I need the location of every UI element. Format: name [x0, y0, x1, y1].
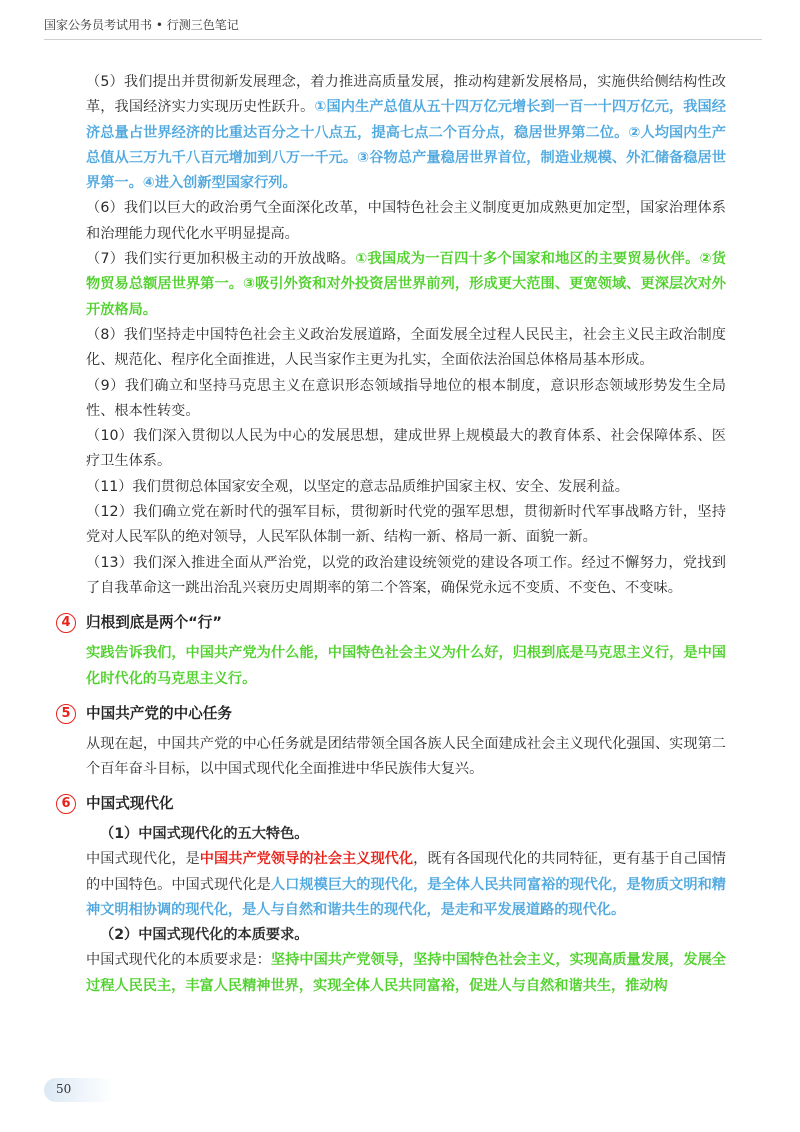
subheading: （1）中国式现代化的五大特色。 [100, 826, 309, 843]
list-item [86, 374, 726, 425]
section-number-badge: 6 [56, 794, 76, 814]
item-highlight: ①我国成为一百四十多个国家和地区的主要贸易伙伴。②货物贸易总额居世界第一。③吸引外资和对外投资居世界前列，形成更大范围、更宽领域、更深层次对外开放格局。 [86, 251, 726, 318]
running-header: 国家公务员考试用书 • 行测三色笔记 [44, 16, 762, 40]
item-text: （11）我们贯彻总体国家安全观，以坚定的意志品质维护国家主权、安全、发展利益。 [86, 478, 629, 495]
para-text: ，既有各国现代化的共同特征，更有基于自己国情的中国特色。中国式现代化是 [86, 851, 726, 893]
list-item [86, 475, 726, 500]
section-paragraph [86, 948, 726, 999]
item-highlight: ①国内生产总值从五十四万亿元增长到一百一十四万亿元，我国经济总量占世界经济的比重达百分之十八点五，提高七点二个百分点，稳居世界第二位。②人均国内生产总值从三万九千八百元增加到八万一千元。③谷物总产量稳居世界首位，制造业规模、外汇储备稳居世界第一。④进入创新型国家行列。 [86, 99, 726, 192]
page-number-tab [44, 1078, 114, 1102]
section-title: 中国式现代化 [86, 795, 174, 813]
section-number-badge: 5 [56, 704, 76, 724]
list-item [86, 551, 726, 602]
item-text: （7）我们实行更加积极主动的开放战略。 [86, 251, 356, 268]
para-blue-highlight: 人口规模巨大的现代化，是全体人民共同富裕的现代化，是物质文明和精神文明相协调的现代化，是人与自然和谐共生的现代化，是走和平发展道路的现代化。 [86, 876, 726, 919]
para-text: 中国式现代化的本质要求是： [86, 952, 271, 969]
para-text: 中国式现代化，是 [86, 851, 200, 868]
list-item [86, 70, 726, 196]
list-item [86, 323, 726, 374]
item-text: （13）我们深入推进全面从严治党，以党的政治建设统领党的建设各项工作。经过不懈努力，党找到了自我革命这一跳出治乱兴衰历史周期率的第二个答案，确保党永远不变质、不变色、不变味。 [86, 554, 726, 596]
item-text: （8）我们坚持走中国特色社会主义政治发展道路，全面发展全过程人民民主，社会主义民主政治制度化、规范化、程序化全面推进，人民当家作主更为扎实，全面依法治国总体格局基本形成。 [86, 326, 726, 369]
section-paragraph [86, 847, 726, 923]
section-paragraph: 实践告诉我们，中国共产党为什么能，中国特色社会主义为什么好，归根到底是马克思主义行，是中国化时代化的马克思主义行。 [86, 645, 726, 687]
section-paragraph: 从现在起，中国共产党的中心任务就是团结带领全国各族人民全面建成社会主义现代化强国、实现第二个百年奋斗目标，以中国式现代化全面推进中华民族伟大复兴。 [86, 735, 726, 778]
section-number-badge: 4 [56, 613, 76, 633]
section-heading-4 [61, 611, 726, 635]
item-text: （12）我们确立党在新时代的强军目标，贯彻新时代党的强军思想，贯彻新时代军事战略方针，坚持党对人民军队的绝对领导，人民军队体制一新、结构一新、格局一新、面貌一新。 [86, 504, 726, 546]
section-heading-5 [61, 702, 726, 726]
section-title: 归根到底是两个“行” [86, 614, 222, 632]
subheading: （2）中国式现代化的本质要求。 [100, 927, 309, 944]
section-title: 中国共产党的中心任务 [86, 704, 232, 722]
item-text: （10）我们深入贯彻以人民为中心的发展思想，建成世界上规模最大的教育体系、社会保障体系、医疗卫生体系。 [86, 428, 726, 470]
list-item [86, 424, 726, 475]
page-number: 50 [56, 1082, 72, 1096]
list-item [86, 500, 726, 551]
list-item [86, 196, 726, 247]
item-text: （6）我们以巨大的政治勇气全面深化改革，中国特色社会主义制度更加成熟更加定型，国家治理体系和治理能力现代化水平明显提高。 [86, 200, 726, 242]
para-green-highlight: 坚持中国共产党领导，坚持中国特色社会主义，实现高质量发展，发展全过程人民民主，丰富人民精神世界，实现全体人民共同富裕，促进人与自然和谐共生，推动构 [86, 952, 726, 994]
section-heading-6 [61, 792, 726, 816]
page-content [61, 70, 726, 999]
item-text: （9）我们确立和坚持马克思主义在意识形态领域指导地位的根本制度，意识形态领域形势发生全局性、根本性转变。 [86, 377, 726, 419]
item-text: （5）我们提出并贯彻新发展理念，着力推进高质量发展，推动构建新发展格局，实施供给侧结构性改革，我国经济实力实现历史性跃升。 [86, 74, 726, 116]
para-red-highlight: 中国共产党领导的社会主义现代化 [199, 851, 414, 868]
list-item [86, 247, 726, 323]
